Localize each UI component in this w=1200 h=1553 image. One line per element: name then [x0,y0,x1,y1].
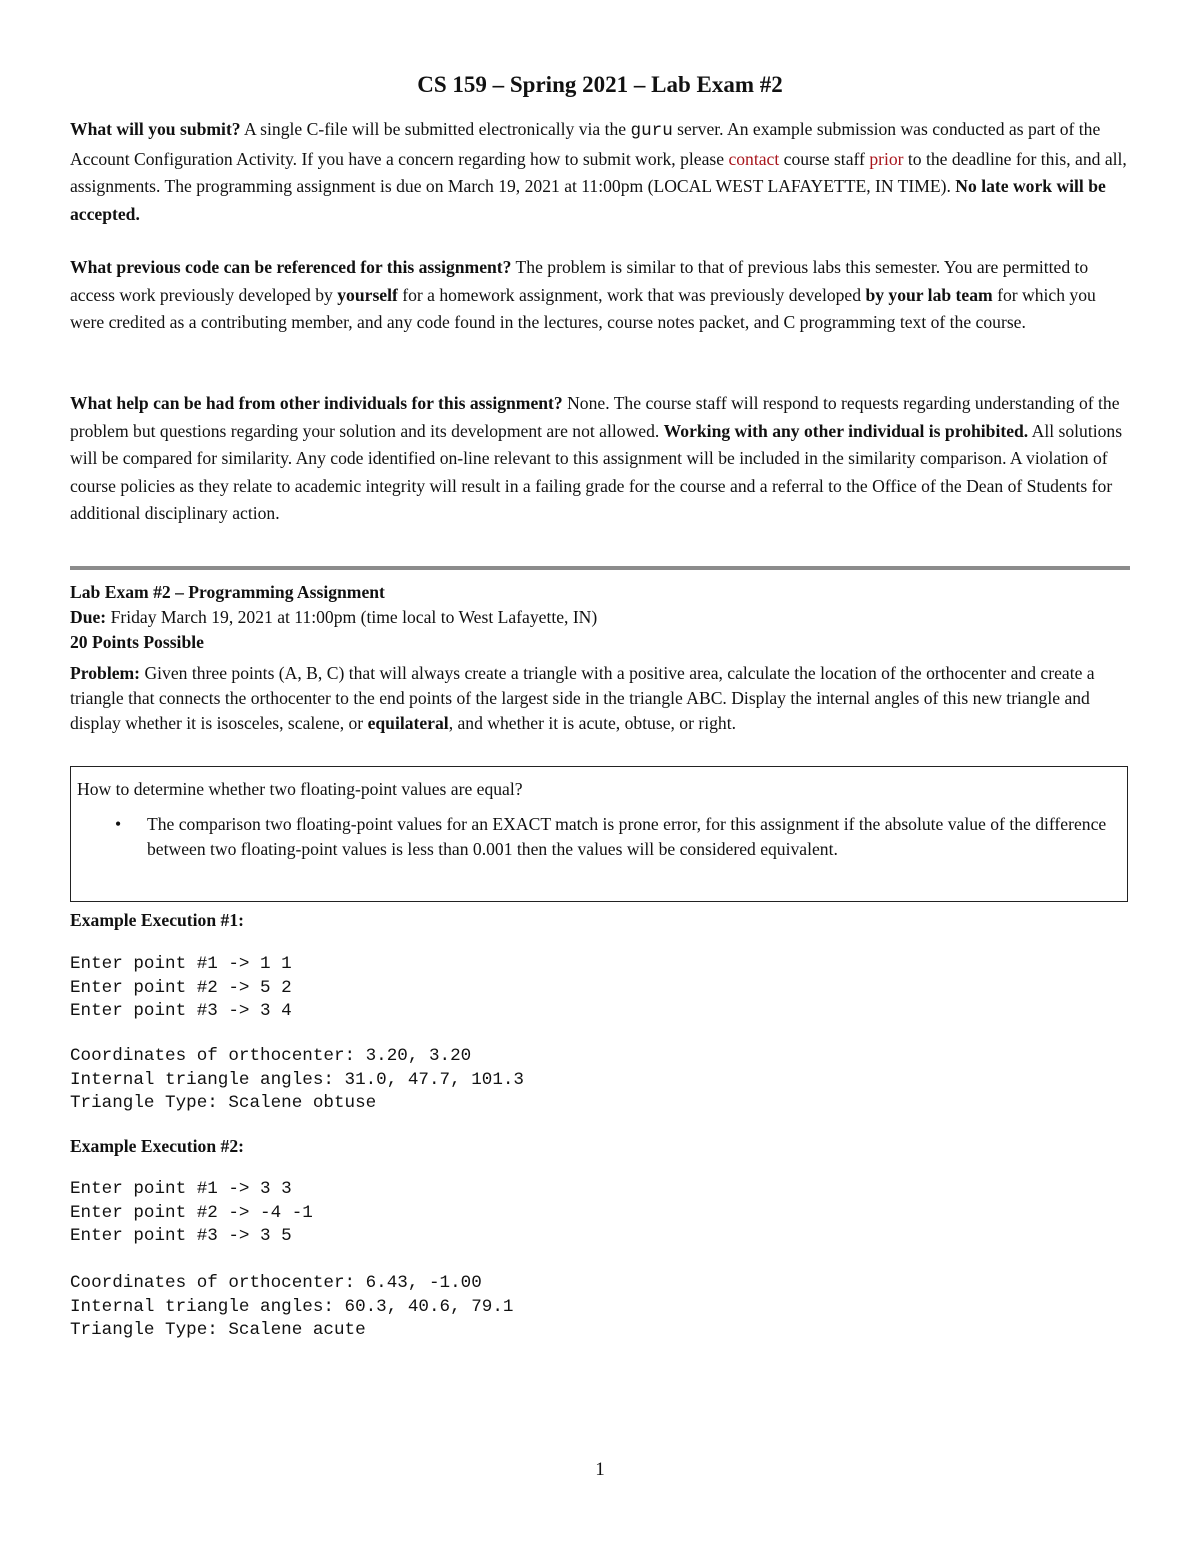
yourself-text: yourself [337,284,398,305]
help-question: What help can be had from other individuals for this assignment? [70,393,563,413]
example-1-heading: Example Execution #1: [70,910,244,930]
guru-server-name: guru [630,121,673,141]
problem-text-1: Given three points (A, B, C) that will always create a triangle with a positive area, calculate the location of the orthocenter and create a triangle that connects the orthocenter to the end points of the largest side in the triangle ABC. Display the internal angles of this new triangle and display whether it is isosceles, scalene, or [70,663,1095,733]
submit-question: What will you submit? [70,119,241,139]
floating-point-note-box [70,766,1128,902]
note-bullet-text: The comparison two floating-point values for an EXACT match is prone error, for this assignment if the absolute value of the difference between two floating-point values is less than 0.001 then the values will be considered equivalent. [147,814,1107,859]
points-possible: 20 Points Possible [70,632,204,652]
bullet-icon: • [115,814,122,834]
example-2-input: Enter point #1 -> 3 3 Enter point #2 -> -4 -1 Enter point #3 -> 3 5 [70,1179,313,1246]
example-1-output: Coordinates of orthocenter: 3.20, 3.20 Internal triangle angles: 31.0, 47.7, 101.3 Triangle Type: Scalene obtuse [70,1046,524,1113]
submit-paragraph [70,116,1130,228]
prohibited-notice: Working with any other individual is prohibited. [663,420,1029,441]
assignment-header [70,580,1130,655]
equilateral-text: equilateral [367,713,449,733]
previous-text-2: for a homework assignment, work that was previously developed [397,284,866,305]
problem-label: Problem: [70,663,141,683]
submit-text-2: server. An example submission was conducted as part of the Account Configuration Activity. If you have a concern regarding how to submit work, please [70,119,1101,169]
previous-text-1: The problem is similar to that of previous labs this semester. You are permitted to access work previously developed by [70,257,1089,305]
previous-text-3: for which you were credited as a contributing member, and any code found in the lectures, course notes packet, and C programming text of the course. [70,284,1096,332]
example-1-input: Enter point #1 -> 1 1 Enter point #2 -> 5 2 Enter point #3 -> 3 4 [70,954,292,1021]
due-value: Friday March 19, 2021 at 11:00pm (time local to West Lafayette, IN) [106,607,598,627]
help-text-1: None. The course staff will respond to requests regarding understanding of the problem but questions regarding your solution and its development are not allowed. [70,393,1120,441]
help-paragraph [70,390,1130,528]
section-divider [70,566,1130,570]
page-title: CS 159 – Spring 2021 – Lab Exam #2 [417,72,783,97]
problem-text-2: , and whether it is acute, obtuse, or right. [448,713,736,733]
lab-team-text: by your lab team [865,284,993,305]
previous-code-paragraph [70,254,1130,337]
previous-question: What previous code can be referenced for this assignment? [70,257,512,277]
submit-text-4: to the deadline for this, and all, assignments. The programming assignment is due on March 19, 2021 at 11:00pm (LOCAL WEST LAFAYETTE, IN TIME). [70,148,1127,196]
help-text-2: All solutions will be compared for similarity. Any code identified on-line relevant to this assignment will be included in the similarity comparison. A violation of course policies as they relate to academic integrity will result in a failing grade for the course and a referral to the Office of the Dean of Students for additional disciplinary action. [70,420,1123,523]
assignment-heading: Lab Exam #2 – Programming Assignment [70,582,385,602]
note-bullet-item [77,812,1119,862]
due-label: Due: [70,607,107,627]
problem-statement [70,661,1130,736]
example-2-heading: Example Execution #2: [70,1136,244,1156]
submit-text-3: course staff [779,148,870,169]
note-question: How to determine whether two floating-point values are equal? [77,779,523,799]
contact-text: contact [728,148,780,169]
submit-text-1: A single C-file will be submitted electronically via the [240,119,631,139]
late-work-notice: No late work will be accepted. [70,176,1106,224]
prior-text: prior [869,148,904,169]
page-number: 1 [595,1459,605,1480]
example-2-output: Coordinates of orthocenter: 6.43, -1.00 Internal triangle angles: 60.3, 40.6, 79.1 Triangle Type: Scalene acute [70,1273,514,1340]
